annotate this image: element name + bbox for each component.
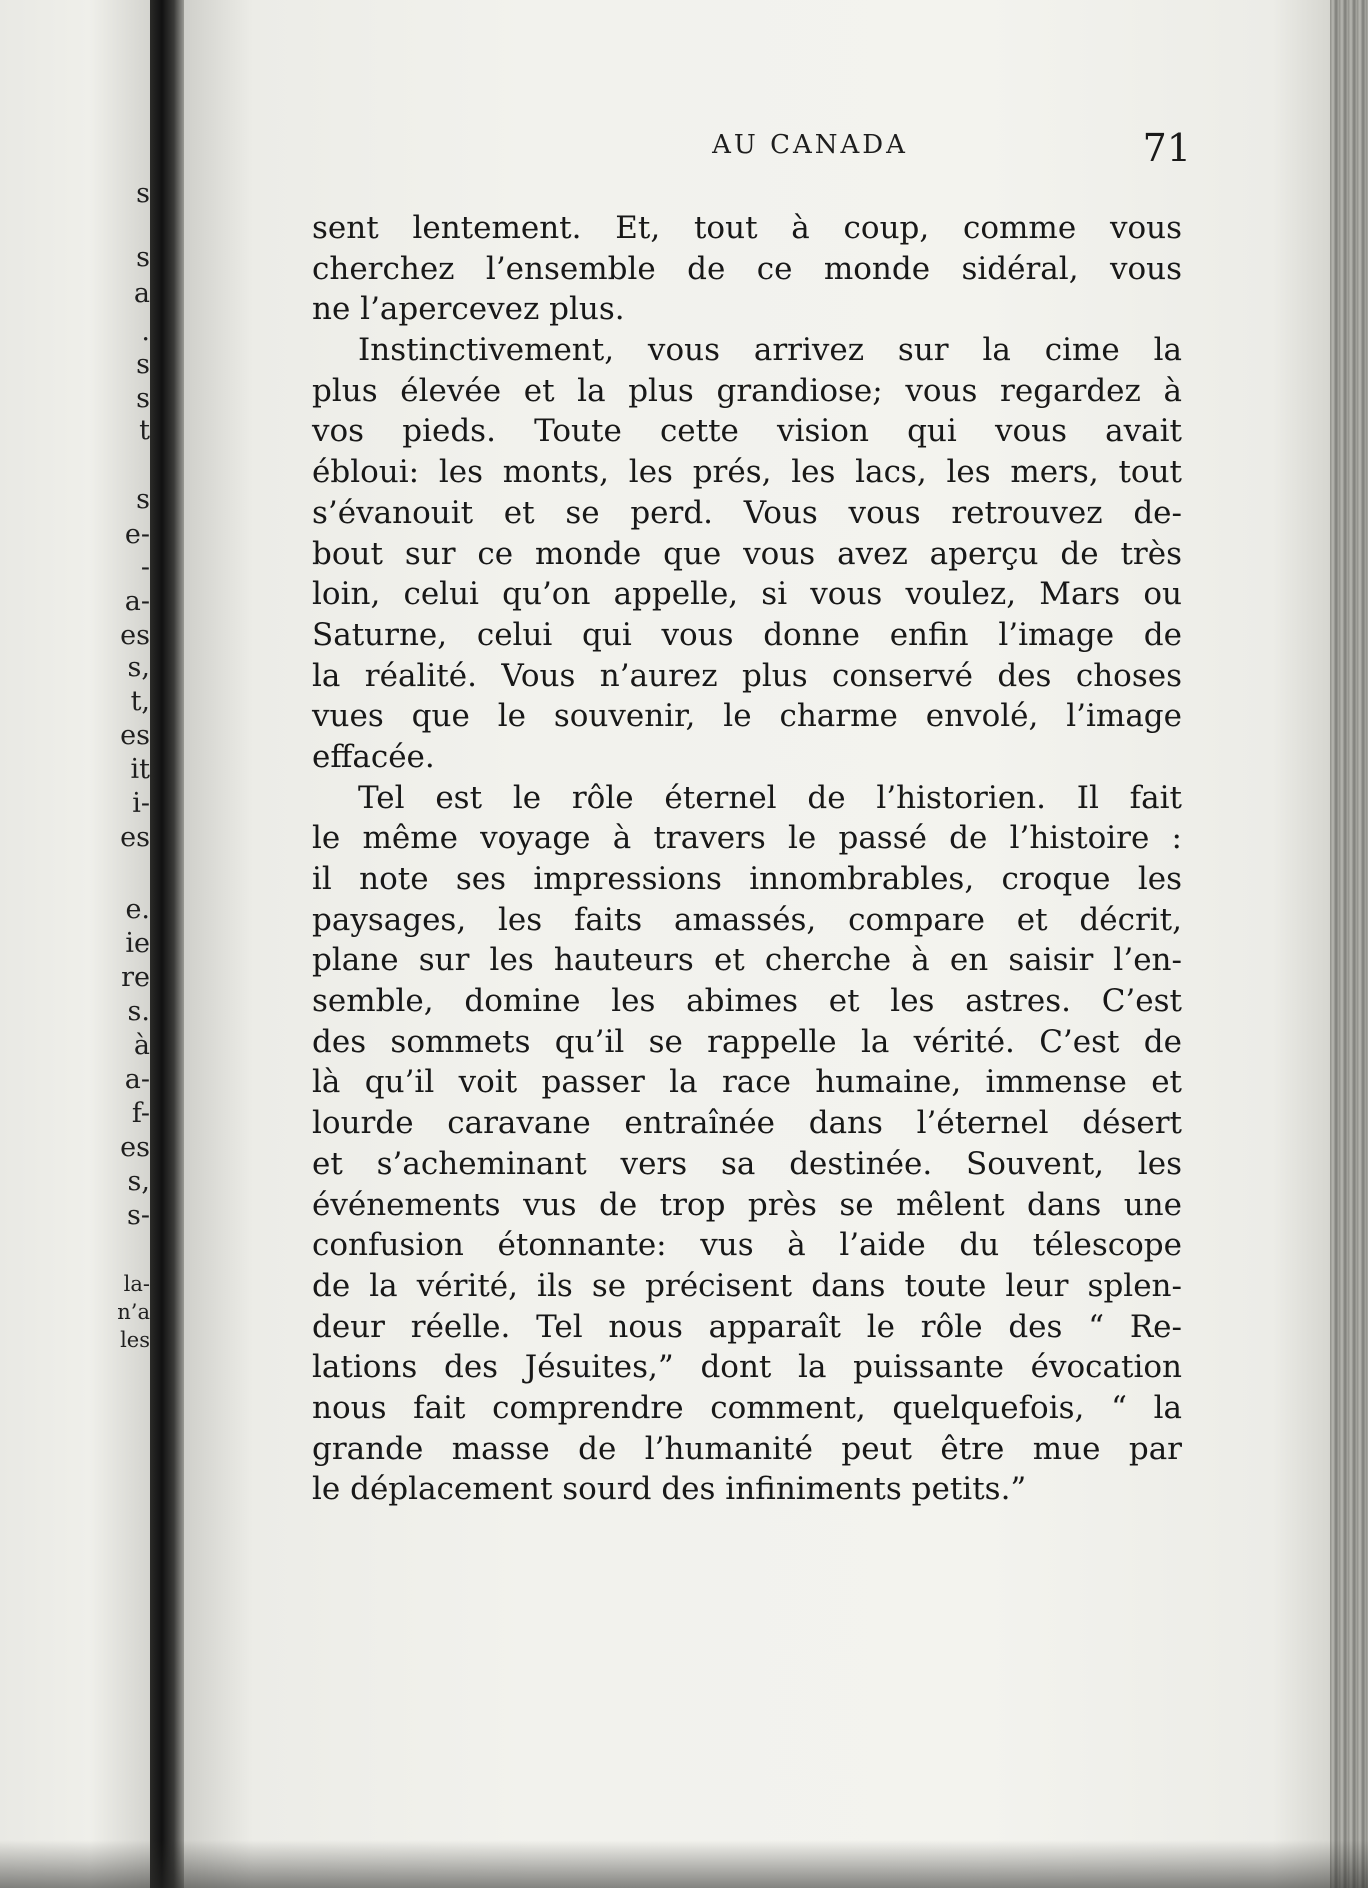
text-line: il note ses impressions innombrables, croque les <box>312 861 1182 897</box>
text-line: plus élevée et la plus grandiose; vous regardez à <box>312 372 1182 409</box>
text-line: bout sur ce monde que vous avez aperçu de très <box>312 535 1182 572</box>
text-line: paysages, les faits amassés, compare et décrit, <box>312 901 1182 938</box>
left-page-fragment: s <box>136 242 150 273</box>
page-edges <box>1330 0 1368 1888</box>
left-page-fragment: s <box>136 178 150 209</box>
left-page-fragment: les <box>120 1328 150 1352</box>
left-page-fragment: e. <box>125 894 150 925</box>
left-page-fragment: la- <box>123 1272 150 1296</box>
left-page-fragment: t <box>139 415 150 446</box>
left-page-fragment: e- <box>124 519 150 550</box>
text-line: Instinctivement, vous arrivez sur la cime la <box>358 332 1182 369</box>
text-line: la réalité. Vous n’aurez plus conservé des choses <box>312 657 1182 694</box>
text-line: et s’acheminant vers sa destinée. Souvent, les <box>312 1145 1182 1182</box>
text-line: de la vérité, ils se précisent dans toute leur splen- <box>312 1267 1182 1304</box>
left-page-fragment: s <box>136 484 150 515</box>
left-page-fragment: es <box>120 620 150 651</box>
text-line: ébloui: les monts, les prés, les lacs, les mers, tout <box>312 454 1182 491</box>
text-line: Saturne, celui qui vous donne enfin l’image de <box>312 616 1182 653</box>
left-page-fragment: s, <box>127 1166 150 1197</box>
left-page-fragment: s, <box>127 652 150 683</box>
left-page-fragment: t, <box>130 686 150 717</box>
text-line: ne l’apercevez plus. <box>312 291 625 328</box>
left-page-fragment: a <box>133 278 150 309</box>
text-line: sent lentement. Et, tout à coup, comme vous <box>312 210 1182 246</box>
left-page-fragment: es <box>120 720 150 751</box>
text-line: effacée. <box>312 738 435 775</box>
text-line: plane sur les hauteurs et cherche à en saisir l’en- <box>312 942 1182 979</box>
text-line: deur réelle. Tel nous apparaît le rôle des “ Re- <box>312 1308 1182 1345</box>
text-line: s’évanouit et se perd. Vous vous retrouvez de- <box>312 494 1182 531</box>
text-line: semble, domine les abimes et les astres. C’est <box>312 983 1182 1020</box>
text-line: confusion étonnante: vus à l’aide du télescope <box>312 1227 1182 1264</box>
text-line: vues que le souvenir, le charme envolé, l’image <box>312 698 1182 735</box>
text-line: lourde caravane entraînée dans l’éternel désert <box>312 1105 1182 1142</box>
text-line: vos pieds. Toute cette vision qui vous avait <box>312 413 1182 450</box>
left-page-fragment: s- <box>127 1200 150 1231</box>
text-line: le déplacement sourd des infiniments petits.” <box>312 1471 1027 1508</box>
left-page-fragment: . <box>141 316 150 347</box>
left-page-fragment: f- <box>131 1098 150 1129</box>
left-page-fragment: es <box>120 822 150 853</box>
text-line: cherchez l’ensemble de ce monde sidéral, vous <box>312 250 1182 287</box>
text-line: lations des Jésuites,” dont la puissante évocation <box>312 1349 1182 1386</box>
text-line: nous fait comprendre comment, quelquefois, “ la <box>312 1389 1182 1426</box>
left-page-fragment: s <box>136 383 150 414</box>
text-line: loin, celui qu’on appelle, si vous voulez, Mars ou <box>312 576 1182 613</box>
left-page-fragment: n’a <box>117 1300 150 1324</box>
left-facing-page <box>0 0 150 1888</box>
text-line: grande masse de l’humanité peut être mue par <box>312 1430 1182 1467</box>
left-page-fragment: - <box>140 552 150 583</box>
page-number: 71 <box>1142 126 1191 170</box>
text-line: là qu’il voit passer la race humaine, immense et <box>312 1064 1182 1101</box>
text-line: événements vus de trop près se mêlent dans une <box>312 1186 1182 1223</box>
left-page-fragment: es <box>120 1132 150 1163</box>
left-page-fragment: ie <box>125 928 150 959</box>
left-page-fragment: à <box>133 1030 150 1061</box>
left-page-fragment: a- <box>124 1064 150 1095</box>
text-line: des sommets qu’il se rappelle la vérité. C’est de <box>312 1023 1182 1060</box>
running-head: AU CANADA <box>712 130 908 160</box>
text-line: le même voyage à travers le passé de l’histoire : <box>312 820 1182 857</box>
left-page-fragment: it <box>130 754 150 785</box>
left-page-fragment: s <box>136 349 150 380</box>
left-page-fragment: s. <box>127 996 150 1027</box>
bottom-shadow <box>0 1840 1368 1888</box>
book-gutter <box>150 0 184 1888</box>
text-line: Tel est le rôle éternel de l’historien. Il fait <box>358 779 1182 816</box>
left-page-fragment: a- <box>124 586 150 617</box>
body-text <box>312 208 1182 1510</box>
left-page-fragment: i- <box>132 788 150 819</box>
left-page-fragment: re <box>121 962 150 993</box>
